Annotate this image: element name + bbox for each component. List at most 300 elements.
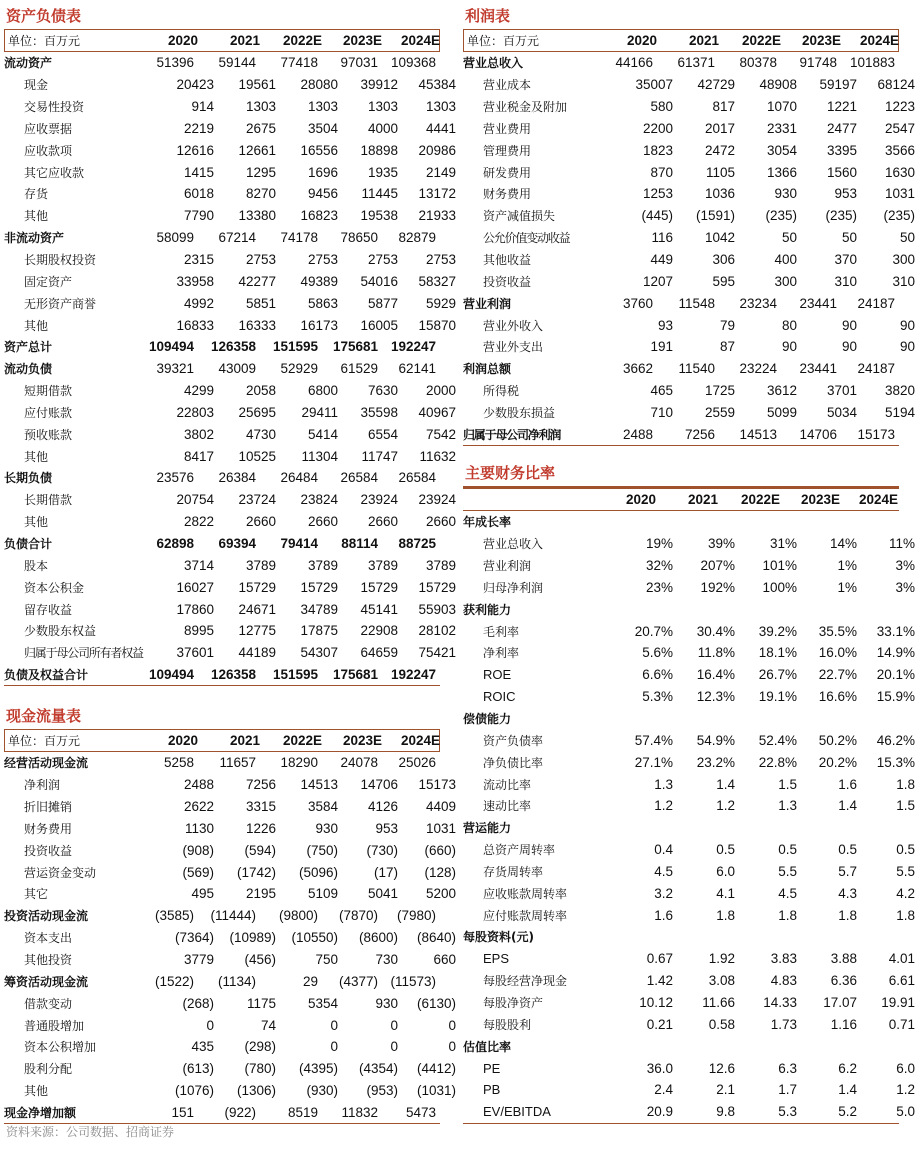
cell-value: 40967: [418, 404, 456, 420]
cell-value: 14.33: [763, 994, 797, 1010]
cell-value: 1.3: [654, 776, 673, 792]
row-label: 净负债比率: [483, 755, 544, 770]
cell-value: 2149: [425, 164, 456, 180]
table-row: [4, 270, 456, 292]
cell-value: 2660: [245, 514, 276, 530]
cell-value: 4.3: [838, 885, 857, 901]
cell-value: 1.4: [838, 798, 857, 814]
cell-value: 0: [448, 1017, 456, 1033]
cell-value: 32%: [645, 558, 673, 574]
cell-value: 1.5: [896, 798, 915, 814]
cell-value: (594): [244, 842, 276, 858]
cell-value: 6.36: [830, 973, 857, 989]
cash-flow-title: 现金流量表: [6, 707, 82, 725]
cell-value: 101%: [762, 558, 797, 574]
row-label: 其他收益: [483, 253, 532, 268]
cell-value: 22803: [176, 404, 214, 420]
cell-value: 2622: [183, 799, 214, 815]
row-label: 归属于母公司所有者权益: [24, 646, 143, 661]
cell-value: 2559: [704, 404, 735, 420]
cell-value: 23824: [300, 492, 338, 508]
cell-value: 52.4%: [758, 732, 797, 748]
cell-value: 953: [834, 186, 857, 202]
cell-value: 5.3: [778, 1104, 797, 1120]
row-label: 资本公积金: [24, 580, 85, 595]
table-row: [463, 795, 915, 817]
cell-value: 3315: [245, 799, 276, 815]
table-row: [4, 598, 456, 620]
cell-value: 2.1: [716, 1082, 735, 1098]
ratios-header: [463, 488, 899, 511]
row-label: 投资活动现金流: [4, 909, 89, 924]
cell-value: 23.2%: [696, 754, 735, 770]
cell-value: (7870): [338, 908, 378, 924]
cell-value: 12.3%: [696, 689, 735, 705]
row-label: 其他: [24, 1084, 49, 1099]
cell-value: 0.5: [716, 842, 735, 858]
cell-value: 1223: [884, 99, 915, 115]
table-row: [463, 249, 915, 271]
cell-value: 34789: [300, 601, 338, 617]
cell-value: 100%: [762, 579, 797, 595]
cell-value: 17860: [176, 601, 214, 617]
cell-value: 42277: [238, 273, 276, 289]
cell-value: 3054: [766, 142, 797, 158]
cell-value: 80: [781, 317, 797, 333]
cell-value: 11.8%: [697, 645, 735, 661]
row-label: 应收款项: [24, 143, 73, 158]
cell-value: 59144: [218, 55, 256, 71]
row-label: 资产总计: [4, 340, 53, 355]
cell-value: 4.1: [716, 885, 735, 901]
row-label: 折旧摊销: [24, 800, 73, 815]
cell-value: 16.4%: [696, 667, 735, 683]
year-header: 2020: [167, 33, 198, 48]
cell-value: 1295: [245, 164, 276, 180]
row-label: 股本: [24, 558, 49, 573]
cell-value: (128): [424, 864, 456, 880]
cell-value: 4.5: [654, 863, 673, 879]
row-label: 短期借款: [24, 384, 73, 399]
table-row: [463, 839, 915, 861]
cell-value: 5194: [884, 404, 915, 420]
cell-value: 61371: [677, 55, 715, 71]
cell-value: 2822: [183, 514, 214, 530]
cell-value: 46.2%: [876, 732, 915, 748]
cell-value: 68124: [877, 77, 915, 93]
cell-value: 449: [650, 252, 673, 268]
row-label: 所得税: [483, 384, 520, 399]
cell-value: 6800: [307, 383, 338, 399]
row-label: 资本支出: [24, 931, 73, 946]
cell-value: 57.4%: [634, 732, 673, 748]
cell-value: 109494: [148, 339, 194, 355]
cell-value: 25695: [238, 404, 276, 420]
cell-value: (268): [182, 995, 214, 1011]
table-row: [463, 183, 915, 205]
cell-value: 5.7: [838, 863, 857, 879]
cell-value: 5.3%: [642, 689, 673, 705]
cell-value: 2488: [183, 777, 214, 793]
cell-value: 930: [375, 995, 398, 1011]
cell-value: 5200: [425, 886, 456, 902]
cell-value: 31%: [769, 536, 797, 552]
cell-value: 175681: [332, 339, 378, 355]
income-header: [463, 29, 899, 52]
table-row: [4, 796, 456, 818]
cell-value: 5863: [307, 295, 338, 311]
table-row: [4, 664, 440, 687]
row-label: 速动比率: [483, 799, 532, 814]
row-label: 应收票据: [24, 121, 73, 136]
cell-value: 1.2: [896, 1082, 915, 1098]
cell-value: (17): [373, 864, 398, 880]
cell-value: 1036: [704, 186, 735, 202]
cell-value: 14513: [739, 426, 777, 442]
cell-value: 22.7%: [818, 667, 857, 683]
cell-value: 42729: [697, 77, 735, 93]
cell-value: 19%: [645, 536, 673, 552]
cell-value: 1.8: [778, 907, 797, 923]
cell-value: 3566: [884, 142, 915, 158]
unit-label: 单位：百万元: [467, 34, 540, 48]
row-label: 流动比率: [483, 777, 532, 792]
cell-value: 192247: [390, 339, 436, 355]
cell-value: (730): [366, 842, 398, 858]
table-row: [463, 423, 899, 446]
row-label: 普通股增加: [24, 1018, 85, 1033]
row-label: 营运资金变动: [24, 865, 97, 880]
cell-value: 19.91: [881, 994, 915, 1010]
table-row: [463, 336, 915, 358]
income-panel: [463, 3, 915, 446]
row-label: EPS: [483, 951, 510, 967]
cell-value: 20.7%: [634, 623, 673, 639]
cell-value: 44166: [615, 55, 653, 71]
cell-value: 3612: [766, 383, 797, 399]
cell-value: 15729: [300, 579, 338, 595]
table-row: [4, 489, 456, 511]
cell-value: 2219: [183, 120, 214, 136]
cell-value: 4.2: [896, 885, 915, 901]
cell-value: 6.6%: [642, 667, 673, 683]
cell-value: 79: [719, 317, 735, 333]
cell-value: 8995: [183, 623, 214, 639]
cell-value: 26584: [398, 470, 436, 486]
year-header: 2022E: [740, 492, 780, 507]
cell-value: 1303: [245, 99, 276, 115]
cell-value: 14706: [799, 426, 837, 442]
cell-value: 24187: [857, 361, 895, 377]
cell-value: 207%: [700, 558, 735, 574]
cell-value: 12775: [238, 623, 276, 639]
cell-value: 52929: [280, 361, 318, 377]
income-body: [463, 52, 915, 446]
row-label: 净利率: [483, 646, 520, 661]
cell-value: 1105: [705, 164, 735, 180]
table-row: [4, 380, 456, 402]
row-label: 应付账款: [24, 405, 73, 420]
cell-value: 126358: [210, 339, 256, 355]
cash-flow-panel: [4, 703, 456, 1124]
table-row: [4, 992, 456, 1014]
cell-value: (10550): [291, 930, 338, 946]
table-row: [4, 839, 456, 861]
cell-value: 28102: [418, 623, 456, 639]
cell-value: 6.2: [838, 1060, 857, 1076]
cell-value: 11%: [888, 536, 915, 552]
cell-value: 2331: [766, 120, 797, 136]
cell-value: 22.8%: [758, 754, 797, 770]
cell-value: 116: [651, 230, 673, 246]
cell-value: 1175: [246, 995, 276, 1011]
cell-value: (569): [182, 864, 214, 880]
cell-value: 49389: [300, 273, 338, 289]
cell-value: 5.0: [896, 1104, 915, 1120]
cell-value: 4126: [367, 799, 398, 815]
table-row: [463, 861, 915, 883]
cell-value: 4000: [367, 120, 398, 136]
row-label: 其他: [24, 449, 49, 464]
cell-value: 23224: [739, 361, 777, 377]
cell-value: 151: [171, 1104, 194, 1120]
cell-value: 5.6%: [642, 645, 673, 661]
cell-value: 151595: [272, 667, 318, 683]
cell-value: 16.0%: [818, 645, 857, 661]
cell-value: 5258: [163, 755, 194, 771]
cell-value: 3.2: [654, 885, 673, 901]
table-row: [463, 96, 915, 118]
cell-value: 16333: [238, 317, 276, 333]
cell-value: 16005: [360, 317, 398, 333]
table-row: [463, 751, 915, 773]
cell-value: 109494: [148, 667, 194, 683]
cell-value: 43009: [218, 361, 256, 377]
row-label: 营业利润: [483, 559, 532, 574]
row-label: 营业总收入: [483, 537, 544, 552]
cell-value: 16833: [176, 317, 214, 333]
cell-value: 23924: [418, 492, 456, 508]
cell-value: 88725: [398, 535, 436, 551]
cell-value: 1560: [826, 164, 857, 180]
cell-value: 1303: [425, 99, 456, 115]
cell-value: 1042: [704, 230, 735, 246]
table-row: [463, 358, 899, 380]
table-row: [4, 423, 456, 445]
cell-value: 39321: [156, 361, 194, 377]
row-label: 总资产周转率: [483, 843, 556, 858]
cell-value: 25026: [398, 755, 436, 771]
cell-value: 1.2: [654, 798, 673, 814]
cell-value: 10.12: [639, 994, 673, 1010]
cell-value: 750: [315, 952, 338, 968]
table-row: [4, 883, 456, 905]
year-header: 2023E: [342, 33, 382, 48]
row-label: 营业税金及附加: [483, 100, 568, 115]
cell-value: 3789: [367, 557, 398, 573]
cell-value: 54.9%: [696, 732, 735, 748]
cell-value: 23441: [799, 361, 837, 377]
cell-value: 2660: [367, 514, 398, 530]
cell-value: (11573): [390, 973, 436, 989]
table-row: [4, 642, 456, 664]
table-row: [4, 96, 456, 118]
table-row: [463, 292, 899, 314]
cell-value: 1.4: [716, 776, 735, 792]
cell-value: 953: [375, 820, 398, 836]
cell-value: 10525: [238, 448, 276, 464]
cell-value: 0.4: [654, 842, 673, 858]
cell-value: (298): [244, 1039, 276, 1055]
row-label: 少数股东损益: [483, 405, 556, 420]
cell-value: 1935: [367, 164, 398, 180]
row-label: ROIC: [483, 689, 516, 705]
cell-value: 710: [650, 404, 673, 420]
cell-value: 5041: [367, 886, 398, 902]
cell-value: 3662: [622, 361, 653, 377]
cell-value: 0.67: [646, 951, 673, 967]
cell-value: 90: [781, 339, 797, 355]
cell-value: 5473: [405, 1104, 436, 1120]
year-header: 2023E: [801, 33, 841, 48]
table-row: [4, 139, 456, 161]
cell-value: 18.1%: [758, 645, 797, 661]
table-row: [463, 948, 915, 970]
cell-value: 54016: [360, 273, 398, 289]
cell-value: 7256: [245, 777, 276, 793]
cell-value: 930: [774, 186, 797, 202]
cell-value: 1366: [766, 164, 797, 180]
income-title: 利润表: [465, 7, 511, 25]
cell-value: 4992: [183, 295, 214, 311]
cell-value: 2315: [183, 252, 214, 268]
table-row: [463, 1013, 915, 1035]
table-row: [463, 314, 915, 336]
table-row: [4, 467, 440, 489]
cell-value: 4.5: [778, 885, 797, 901]
table-row: [4, 249, 456, 271]
ratios-body: [463, 511, 915, 1124]
row-label: 应收账款周转率: [483, 886, 568, 901]
cell-value: 370: [834, 252, 857, 268]
table-row: [4, 183, 456, 205]
row-label: 存货周转率: [483, 864, 544, 879]
cell-value: 0: [330, 1039, 338, 1055]
table-row: [463, 598, 899, 620]
cell-value: 8519: [287, 1104, 318, 1120]
table-row: [4, 314, 456, 336]
cell-value: 90: [899, 339, 915, 355]
cell-value: 1823: [642, 142, 673, 158]
cell-value: 2660: [307, 514, 338, 530]
cell-value: 11747: [361, 448, 398, 464]
cell-value: 23924: [360, 492, 398, 508]
cell-value: 59197: [819, 77, 857, 93]
cell-value: 74: [260, 1017, 276, 1033]
cell-value: 24187: [857, 295, 895, 311]
cell-value: 39%: [707, 536, 735, 552]
table-row: [4, 358, 440, 380]
table-row: [463, 533, 915, 555]
cell-value: (1134): [217, 973, 256, 989]
row-label: 估值比率: [463, 1039, 512, 1054]
row-label: 研发费用: [483, 165, 532, 180]
cell-value: 80378: [739, 55, 777, 71]
cell-value: 3.88: [830, 951, 857, 967]
table-row: [4, 927, 456, 949]
unit-label: 单位：百万元: [8, 734, 81, 748]
table-row: [4, 511, 456, 533]
cell-value: (780): [244, 1061, 276, 1077]
year-header: 2023E: [342, 733, 382, 748]
row-label: 留存收益: [24, 602, 73, 617]
cell-value: 5929: [425, 295, 456, 311]
cell-value: 3779: [183, 952, 214, 968]
cell-value: 1070: [766, 99, 797, 115]
cell-value: 54307: [300, 645, 338, 661]
row-label: 营业外支出: [483, 340, 544, 355]
cell-value: 23441: [799, 295, 837, 311]
cell-value: 16823: [300, 208, 338, 224]
cell-value: 109368: [390, 55, 436, 71]
table-row: [4, 774, 456, 796]
cell-value: 6.61: [888, 973, 915, 989]
cell-value: 77418: [280, 55, 318, 71]
cell-value: 14%: [829, 536, 857, 552]
cell-value: (4395): [298, 1061, 338, 1077]
cell-value: 4299: [183, 383, 214, 399]
cell-value: 24671: [238, 601, 276, 617]
year-header: 2021: [688, 33, 719, 48]
table-row: [463, 74, 915, 96]
row-label: 无形资产商誉: [24, 296, 97, 311]
cell-value: 465: [650, 383, 673, 399]
cell-value: 90: [841, 339, 857, 355]
cell-value: 23234: [739, 295, 777, 311]
cell-value: 4.01: [888, 951, 915, 967]
cell-value: 26384: [218, 470, 256, 486]
cell-value: 20986: [418, 142, 456, 158]
cell-value: (445): [641, 208, 673, 224]
year-header: 2020: [167, 733, 198, 748]
cell-value: 1.6: [838, 776, 857, 792]
cell-value: 33.1%: [876, 623, 915, 639]
table-row: [4, 576, 456, 598]
cell-value: 19538: [360, 208, 398, 224]
cell-value: 3789: [245, 557, 276, 573]
table-row: [463, 205, 915, 227]
cell-value: 50: [899, 230, 915, 246]
cell-value: 6554: [367, 426, 398, 442]
row-label: 负债合计: [4, 536, 53, 551]
cell-value: (4354): [358, 1061, 398, 1077]
cell-value: 15729: [418, 579, 456, 595]
row-label: 偿债能力: [463, 712, 512, 727]
row-label: 营业成本: [483, 78, 532, 93]
table-row: [4, 227, 440, 249]
row-label: 资本公积增加: [24, 1040, 97, 1055]
cell-value: 1630: [884, 164, 915, 180]
table-row: [4, 445, 456, 467]
cell-value: (922): [224, 1104, 256, 1120]
cell-value: 1.6: [654, 907, 673, 923]
cell-value: 1221: [826, 99, 857, 115]
cell-value: 2477: [826, 120, 857, 136]
cell-value: 3802: [183, 426, 214, 442]
row-label: 每股股利: [483, 1017, 532, 1032]
cell-value: 1.8: [838, 907, 857, 923]
table-row: [4, 1036, 456, 1058]
